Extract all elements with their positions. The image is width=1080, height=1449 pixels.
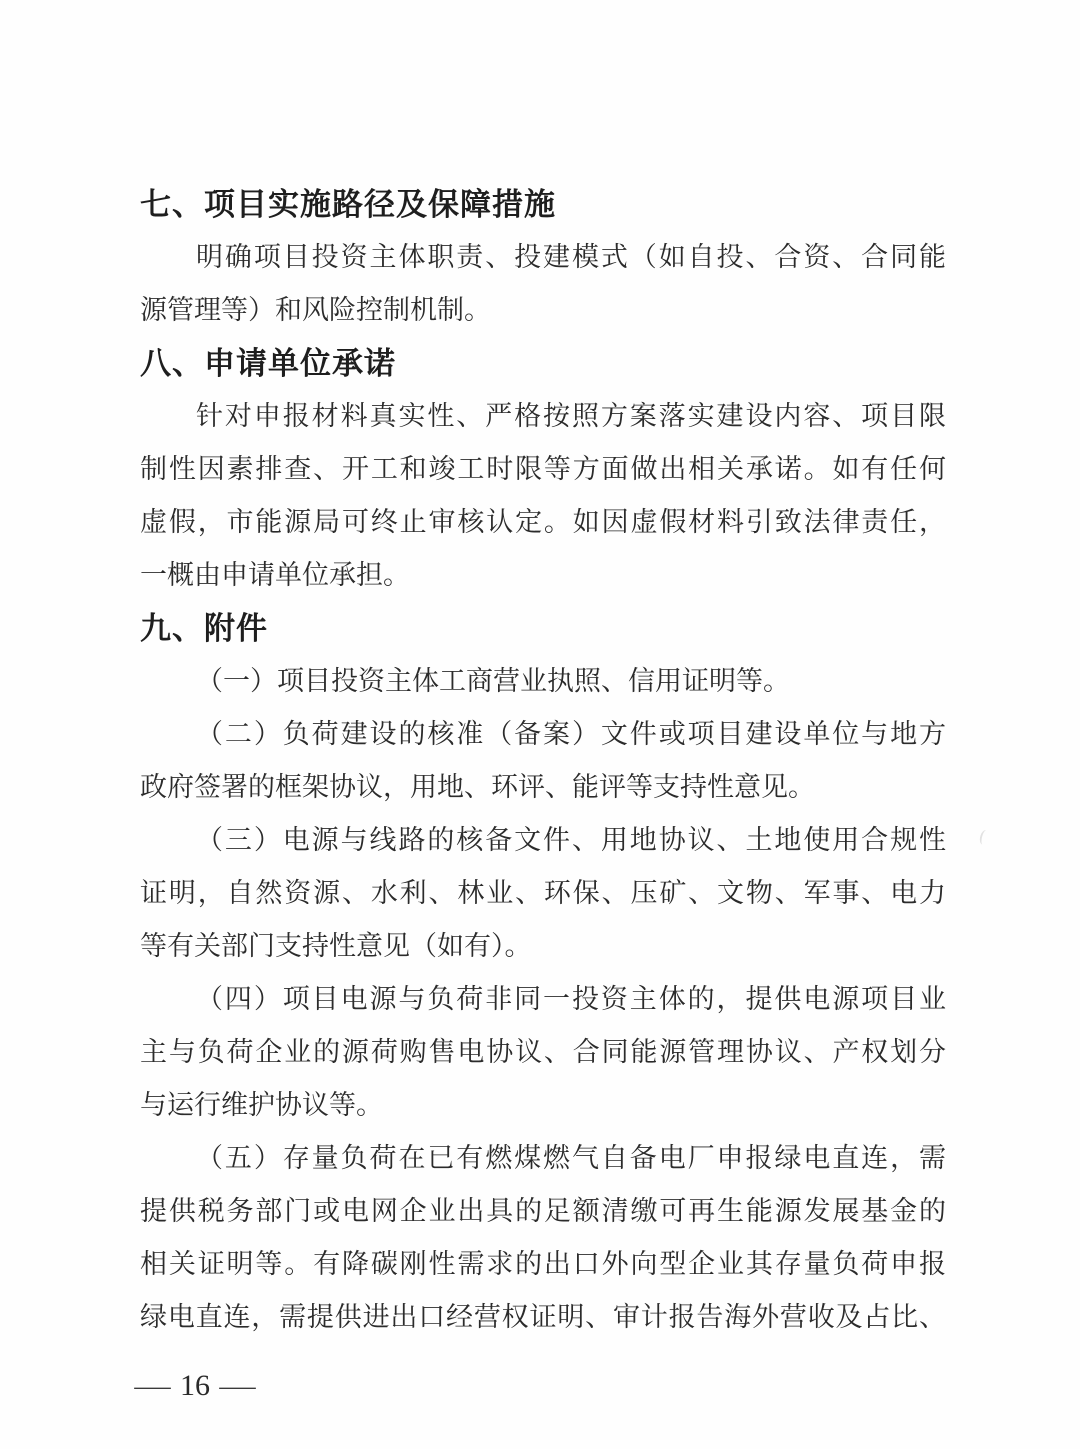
paragraph-line: 相关证明等。有降碳刚性需求的出口外向型企业其存量负荷申报 [140,1249,946,1279]
paragraph-line: 针对申报材料真实性、严格按照方案落实建设内容、项目限 [196,401,946,431]
attachment-item-5: （五）存量负荷在已有燃煤燃气自备电厂申报绿电直连，需 [196,1143,946,1173]
section-heading-8: 八、申请单位承诺 [140,346,396,381]
text-column [140,178,946,1344]
paragraph-line: 提供税务部门或电网企业出具的足额清缴可再生能源发展基金的 [140,1196,946,1226]
attachment-item-2: （二）负荷建设的核准（备案）文件或项目建设单位与地方 [196,719,946,749]
footer-dash-right: — [219,1369,256,1402]
paragraph-line: 明确项目投资主体职责、投建模式（如自投、合资、合同能 [196,242,946,272]
paragraph-line: 虚假，市能源局可终止审核认定。如因虚假材料引致法律责任， [140,507,946,537]
section-heading-9: 九、附件 [140,611,268,646]
paragraph-line: 主与负荷企业的源荷购售电协议、合同能源管理协议、产权划分 [140,1037,946,1067]
section-heading-7: 七、项目实施路径及保障措施 [140,187,556,222]
paragraph-line: 绿电直连，需提供进出口经营权证明、审计报告海外营收及占比、 [140,1302,946,1332]
attachment-item-1: （一）项目投资主体工商营业执照、信用证明等。 [196,666,790,696]
paragraph-line: 政府签署的框架协议，用地、环评、能评等支持性意见。 [140,772,815,802]
paragraph-line: 源管理等）和风险控制机制。 [140,295,491,325]
footer-dash-left: — [134,1369,171,1402]
page-number: 16 [180,1369,210,1402]
attachment-item-3: （三）电源与线路的核备文件、用地协议、土地使用合规性 [196,825,946,855]
paragraph-line: 一概由申请单位承担。 [140,560,410,590]
paragraph-line: 制性因素排查、开工和竣工时限等方面做出相关承诺。如有任何 [140,454,946,484]
attachment-item-4: （四）项目电源与负荷非同一投资主体的，提供电源项目业 [196,984,946,1014]
paragraph-line: 与运行维护协议等。 [140,1090,383,1120]
paragraph-line: 证明，自然资源、水利、林业、环保、压矿、文物、军事、电力 [140,878,946,908]
page-footer [134,1366,256,1406]
paragraph-line: 等有关部门支持性意见（如有）。 [140,931,532,961]
scan-artifact [978,829,990,846]
